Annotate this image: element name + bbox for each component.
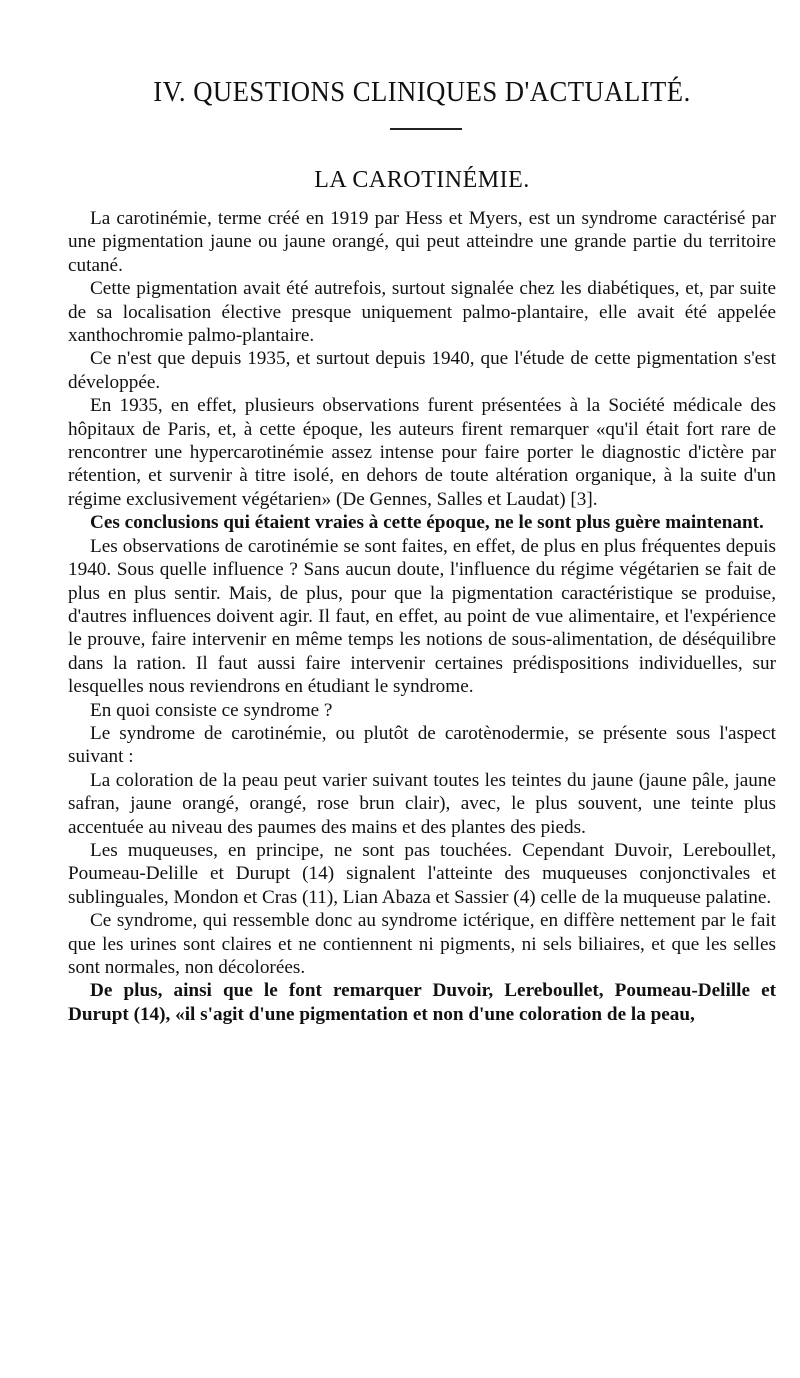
paragraph: De plus, ainsi que le font remarquer Duvoir, Lereboullet, Poumeau-Delille et Durupt (14), «il s'agit d'une pigmentation et non d'une coloration de la peau, (68, 980, 776, 1025)
paragraph: Cette pigmentation avait été autrefois, surtout signalée chez les diabétiques, et, par suite de sa localisation élective presque uniquement palmo-plantaire, elle avait été appelée xanthochromie palmo-plantaire. (68, 278, 776, 347)
paragraph: Ce n'est que depuis 1935, et surtout depuis 1940, que l'étude de cette pigmentation s'est développée. (68, 348, 776, 393)
paragraph: Le syndrome de carotinémie, ou plutôt de carotènodermie, se présente sous l'aspect suivant : (68, 722, 776, 768)
paragraph: Les observations de carotinémie se sont faites, en effet, de plus en plus fréquentes depuis 1940. Sous quelle influence ? Sans aucun doute, l'influence du régime végétarien se fait de plus en plus sentir. Mais, de plus, pour que la pigmentation caractéristique se produise, d'autres influences doivent agir. Il faut, en effet, au point de vue alimentaire, et l'expérience le prouve, faire intervenir en même temps les notions de sous-alimentation, de déséquilibre dans la ration. Il faut aussi faire intervenir certaines prédispositions individuelles, sur lesquelles nous reviendrons en étudiant le syndrome. (68, 535, 776, 698)
paragraph: Les muqueuses, en principe, ne sont pas touchées. Cependant Duvoir, Lereboullet, Poumeau-Delille et Durupt (14) signalent l'atteinte des muqueuses conjonctivales et sublinguales, Mondon et Cras (11), Lian Abaza et Sassier (4) celle de la muqueuse palatine. (68, 839, 776, 908)
paragraph: Ces conclusions qui étaient vraies à cette époque, ne le sont plus guère maintenant. (90, 512, 764, 534)
paragraph: La carotinémie, terme créé en 1919 par Hess et Myers, est un syndrome caractérisé par une pigmentation jaune ou jaune orangé, qui peut atteindre une grande partie du territoire cutané. (68, 208, 776, 276)
paragraph: La coloration de la peau peut varier suivant toutes les teintes du jaune (jaune pâle, jaune safran, jaune orangé, orangé, rose brun clair), avec, le plus souvent, une teinte plus accentuée au niveau des paumes des mains et des plantes des pieds. (68, 769, 776, 838)
section-title: IV. QUESTIONS CLINIQUES D'ACTUALITÉ. (153, 76, 691, 108)
paragraph: En 1935, en effet, plusieurs observations furent présentées à la Société médicale des hôpitaux de Paris, et, à cette époque, les auteurs firent remarquer «qu'il était fort rare de rencontrer une hypercarotinémie assez intense pour faire porter le diagnostic d'ictère par rétention, et survenir à titre isolé, en dehors de toute altération organique, à la suite d'un régime exclusivement végétarien» (De Gennes, Salles et Laudat) [3]. (68, 395, 776, 510)
article-title: LA CAROTINÉMIE. (314, 167, 530, 193)
title-divider (390, 128, 462, 130)
paragraph: Ce syndrome, qui ressemble donc au syndrome ictérique, en diffère nettement par le fait que les urines sont claires et ne contiennent ni pigments, ni sels biliaires, et que les selles sont normales, non décolorées. (68, 910, 776, 978)
article-body (68, 207, 776, 1026)
paragraph: En quoi consiste ce syndrome ? (90, 699, 333, 721)
